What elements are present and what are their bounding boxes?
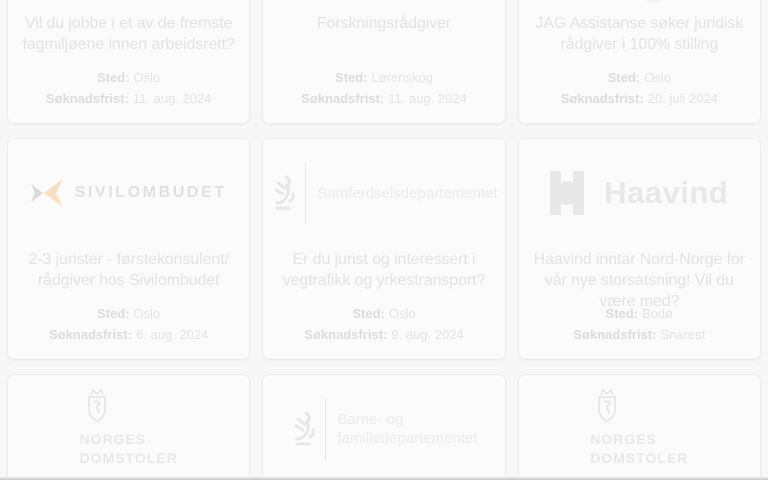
norwegian-lion-icon <box>270 173 296 213</box>
deadline-label: Søknadsfrist: <box>304 327 388 342</box>
logo-area <box>519 387 760 480</box>
job-card[interactable] <box>8 375 249 480</box>
haavind-wordmark: Haavind <box>604 175 729 210</box>
job-card[interactable] <box>519 139 760 359</box>
deadline-value: 11. aug. 2024 <box>388 91 467 106</box>
job-meta <box>527 71 752 113</box>
location-value: Oslo <box>133 70 161 85</box>
job-card[interactable] <box>519 0 760 123</box>
location-label: Sted: <box>97 70 130 85</box>
location-label: Sted: <box>352 306 385 321</box>
job-title: Forskningsrådgiver <box>316 15 452 32</box>
barne-og-familiedepartementet-logo <box>290 398 477 460</box>
job-meta <box>271 71 496 113</box>
job-title: Er du jurist og interessert i vegtrafikk og yrkestransport? <box>282 251 486 289</box>
sivilombudet-logo <box>31 179 227 207</box>
location-value: Oslo <box>133 306 161 321</box>
haavind-logo <box>550 171 728 215</box>
logo-divider <box>305 162 306 224</box>
job-title: JAG Assistanse søker juridisk rådgiver i 100% stilling <box>535 15 744 53</box>
job-meta <box>16 307 241 349</box>
haavind-h-icon <box>550 171 584 215</box>
job-card[interactable] <box>8 139 249 359</box>
logo-area <box>8 387 249 480</box>
logo-divider <box>325 398 326 460</box>
location-label: Sted: <box>335 70 368 85</box>
logo-area <box>263 386 504 472</box>
job-cards-grid <box>8 0 760 480</box>
job-title: Haavind inntar Nord-Norge for vår nye storsatsning! Vil du være med? <box>533 251 746 310</box>
court-crest-icon <box>80 387 114 423</box>
location-label: Sted: <box>605 306 639 321</box>
job-meta <box>271 307 496 349</box>
norges-domstoler-logo <box>80 387 178 480</box>
deadline-value: 6. aug. 2024 <box>136 327 209 342</box>
clipped-logo-fragment <box>647 0 661 2</box>
domstoler-line2: DOMSTOLER <box>79 450 178 466</box>
location-value: Bodø <box>642 306 674 321</box>
deadline-label: Søknadsfrist: <box>48 327 133 342</box>
norges-domstoler-logo <box>590 387 688 480</box>
deadline-value: 11. aug. 2024 <box>132 91 212 106</box>
location-value: Oslo <box>388 306 416 321</box>
logo-area <box>8 150 249 236</box>
logo-area <box>263 150 504 236</box>
job-card[interactable] <box>263 375 504 480</box>
location-label: Sted: <box>607 70 641 85</box>
deadline-value: 20. juli 2024 <box>647 91 718 106</box>
samferdselsdepartementet-logo <box>270 162 497 224</box>
norwegian-lion-icon <box>290 409 316 449</box>
ministry-name: Barne- og familiedepartementet <box>337 411 478 447</box>
job-card[interactable] <box>8 0 249 123</box>
location-value: Oslo <box>644 70 671 85</box>
deadline-label: Søknadsfrist: <box>45 91 129 106</box>
job-title: Vil du jobbe i et av de fremste fagmiljøene innen arbeidsrett? <box>22 15 235 53</box>
ministry-name: Samferdselsdepartementet <box>317 184 498 202</box>
deadline-value: Snarest <box>660 327 706 342</box>
deadline-value: 9. aug. 2024 <box>391 327 464 342</box>
sivilombudet-wordmark: SIVILOMBUDET <box>74 184 227 201</box>
domstoler-line1: NORGES <box>79 431 147 447</box>
domstoler-line2: DOMSTOLER <box>590 450 689 466</box>
sivilombudet-arrows-icon <box>31 179 63 207</box>
domstoler-line1: NORGES <box>590 431 657 447</box>
job-title: 2-3 jurister - førstekonsulent/ rådgiver hos Sivilombudet <box>28 251 229 289</box>
location-value: Lørenskog <box>371 70 433 85</box>
job-card[interactable] <box>263 0 504 123</box>
logo-area <box>519 150 760 236</box>
job-meta <box>16 71 241 113</box>
location-label: Sted: <box>97 306 130 321</box>
court-crest-icon <box>590 387 624 423</box>
job-card[interactable] <box>519 375 760 480</box>
job-card[interactable] <box>263 139 504 359</box>
deadline-label: Søknadsfrist: <box>573 327 657 342</box>
deadline-label: Søknadsfrist: <box>560 91 644 106</box>
deadline-label: Søknadsfrist: <box>301 91 385 106</box>
job-meta <box>527 307 752 349</box>
